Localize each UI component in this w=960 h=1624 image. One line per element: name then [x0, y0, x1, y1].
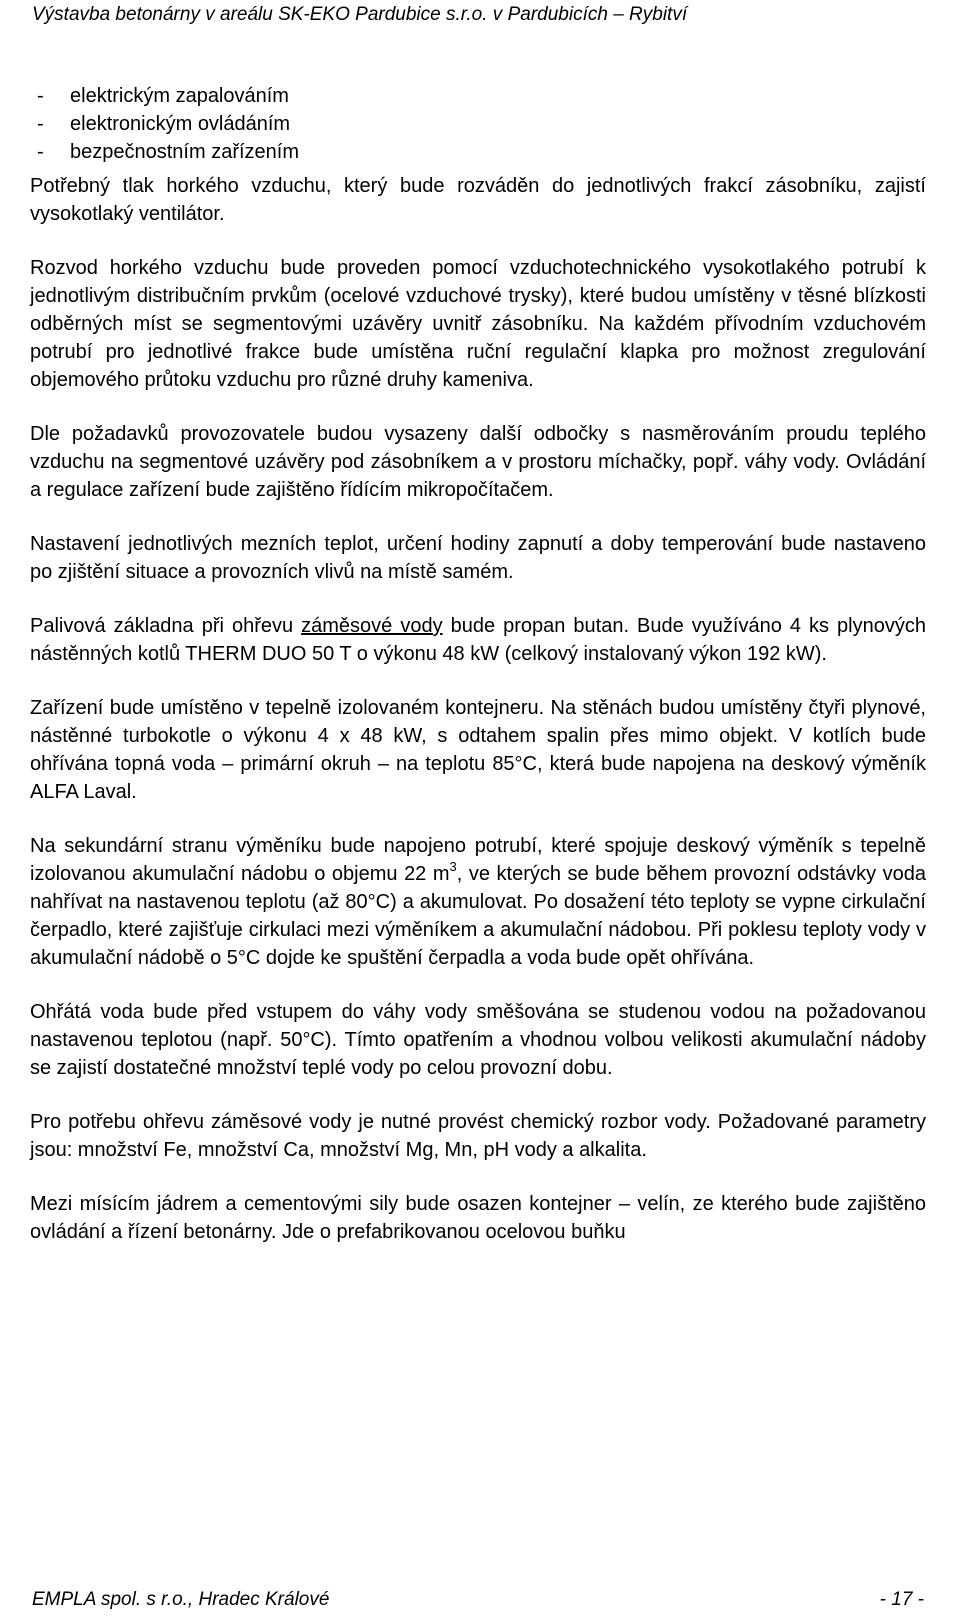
list-dash: - — [37, 85, 44, 107]
list-item-text: bezpečnostním zařízením — [70, 141, 299, 163]
paragraph-settings: Nastavení jednotlivých mezních teplot, určení hodiny zapnutí a doby temperování bude nastaveno po zjištění situace a provozních vlivů na místě samém. — [30, 533, 926, 583]
paragraph-fuel-end: bude propan butan. Bude využíváno 4 ks plynových nástěnných kotlů THERM DUO 50 T o výkonu 48 kW (celkový instalovaný výkon 192 kW). — [30, 615, 926, 665]
page-header: Výstavba betonárny v areálu SK-EKO Pardubice s.r.o. v Pardubicích – Rybitví — [32, 4, 688, 25]
paragraph-control-room: Mezi mísícím jádrem a cementovými sily bude osazen kontejner – velín, ze kterého bude zajištěno ovládání a řízení betonárny. Jde o prefabrikovanou ocelovou buňku — [30, 1193, 926, 1243]
paragraph-branches: Dle požadavků provozovatele budou vysazeny další odbočky s nasměrováním proudu teplého vzduchu na segmentové uzávěry pod zásobníkem a v prostoru míchačky, popř. váhy vody. Ovládání a regulace zařízení bude zajištěno řídícím mikropočítačem. — [30, 423, 926, 501]
paragraph-water-analysis: Pro potřebu ohřevu záměsové vody je nutné provést chemický rozbor vody. Požadované parametry jsou: množství Fe, množství Ca, množství Mg, Mn, pH vody a alkalita. — [30, 1111, 926, 1161]
underlined-term: záměsové vody — [301, 615, 443, 637]
list-item — [30, 82, 926, 110]
paragraph-secondary-start: Na sekundární stranu výměníku bude napojeno potrubí, které spojuje deskový výměník s tepelně izolovanou akumulační nádobu o objemu 22 m — [30, 835, 926, 885]
paragraph-secondary-end: , ve kterých se bude během provozní odstávky voda nahřívat na nastavenou teplotu (až 80°C) a akumulovat. Po dosažení této teploty se vypne cirkulační čerpadlo, které zajišťuje cirkulaci mezi výměníkem a akumulační nádobou. Při poklesu teploty vody v akumulační nádobě o 5°C dojde ke spuštění čerpadla a voda bude opět ohřívána. — [30, 863, 926, 969]
paragraph-mixing: Ohřátá voda bude před vstupem do váhy vody směšována se studenou vodou na požadovanou nastavenou teplotou (např. 50°C). Tímto opatřením a vhodnou volbou velikosti akumulační nádoby se zajistí dostatečné množství teplé vody po celou provozní dobu. — [30, 1001, 926, 1079]
document-body — [30, 82, 926, 1246]
list-dash: - — [37, 141, 44, 163]
list-item — [30, 138, 926, 166]
list-item-text: elektrickým zapalováním — [70, 85, 289, 107]
superscript-exponent: 3 — [449, 859, 457, 874]
paragraph-fuel — [30, 612, 926, 668]
paragraph-fuel-start: Palivová základna při ohřevu — [30, 615, 302, 637]
feature-list — [30, 82, 926, 166]
paragraph-container: Zařízení bude umístěno v tepelně izolovaném kontejneru. Na stěnách budou umístěny čtyři plynové, nástěnné turbokotle o výkonu 4 x 48 kW, s odtahem spalin přes mimo objekt. V kotlích bude ohřívána topná voda – primární okruh – na teplotu 85°C, která bude napojena na deskový výměník ALFA Laval. — [30, 697, 926, 803]
paragraph-air-pressure: Potřebný tlak horkého vzduchu, který bude rozváděn do jednotlivých frakcí zásobníku, zajistí vysokotlaký ventilátor. — [30, 175, 926, 225]
page-number: - 17 - — [879, 1589, 924, 1610]
paragraph-air-distribution: Rozvod horkého vzduchu bude proveden pomocí vzduchotechnického vysokotlakého potrubí k jednotlivým distribučním prvkům (ocelové vzduchové trysky), které budou umístěny v těsné blízkosti odběrných míst se segmentovými uzávěry uvnitř zásobníku. Na každém přívodním vzduchovém potrubí pro jednotlivé frakce bude umístěna ruční regulační klapka pro možnost zregulování objemového průtoku vzduchu pro různé druhy kameniva. — [30, 257, 926, 391]
footer-company: EMPLA spol. s r.o., Hradec Králové — [32, 1589, 330, 1610]
list-dash: - — [37, 113, 44, 135]
list-item — [30, 110, 926, 138]
paragraph-secondary-side — [30, 832, 926, 972]
list-item-text: elektronickým ovládáním — [70, 113, 291, 135]
